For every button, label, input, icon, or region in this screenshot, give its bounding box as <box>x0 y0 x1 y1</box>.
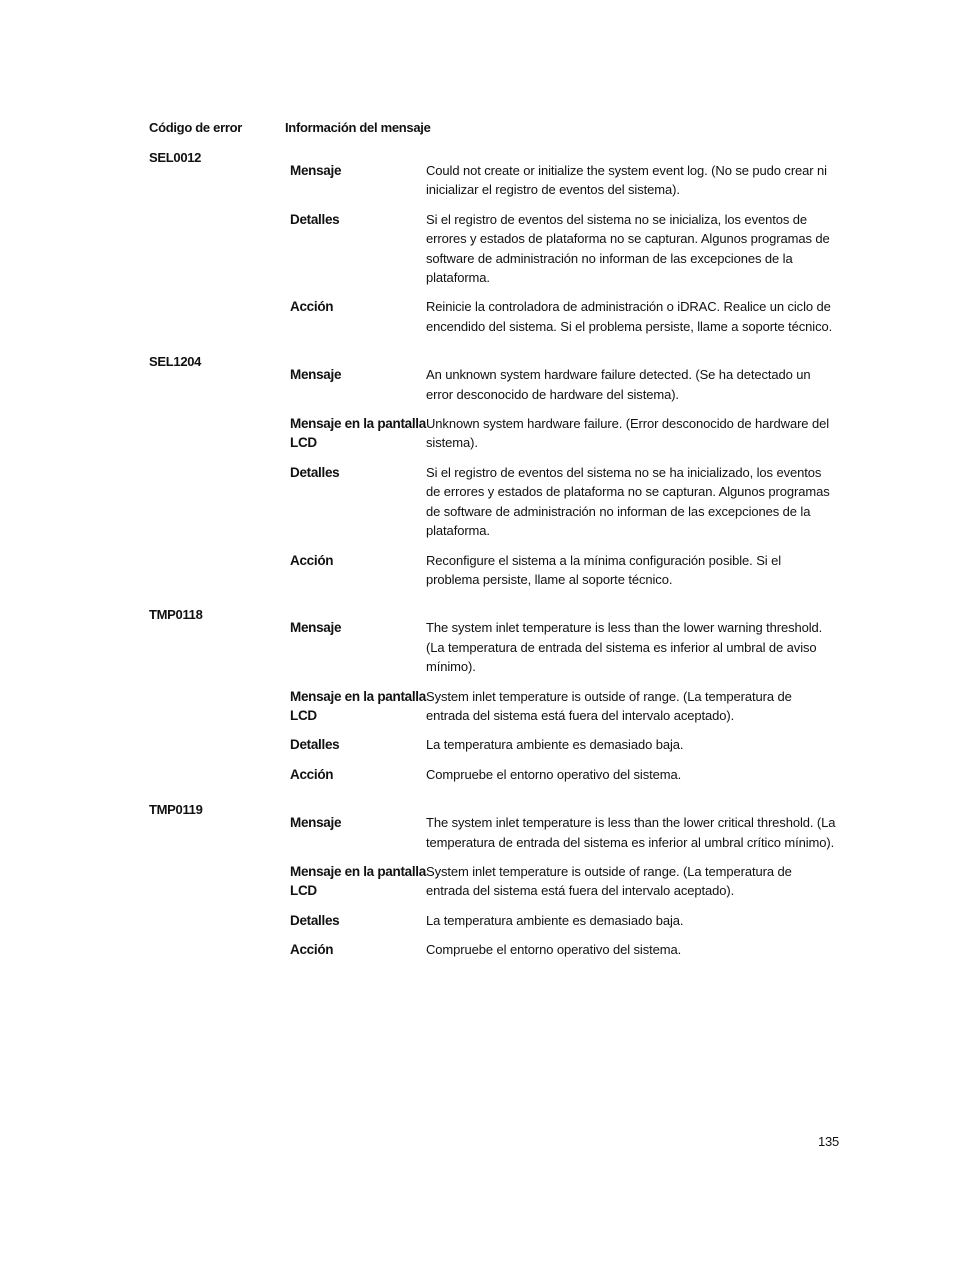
row-text: An unknown system hardware failure detected. (Se ha detectado un error desconocido de hardware del sistema). <box>426 367 811 402</box>
entry-rows <box>290 150 839 336</box>
error-code: TMP0119 <box>149 802 203 818</box>
row-label: Acción <box>290 299 334 315</box>
row-text: The system inlet temperature is less than the lower critical threshold. (La temperatura de entrada del sistema es inferior al umbral crítico mínimo). <box>426 815 836 850</box>
entry-row <box>290 765 839 784</box>
error-code: TMP0118 <box>149 607 203 623</box>
error-code: SEL1204 <box>149 354 202 370</box>
row-label: Mensaje en la pantalla LCD <box>290 416 426 451</box>
row-text: Compruebe el entorno operativo del sistema. <box>426 942 682 958</box>
error-entry <box>149 607 839 784</box>
entry-row <box>290 618 839 676</box>
row-label: Mensaje en la pantalla LCD <box>290 863 426 899</box>
entry-row <box>290 297 839 336</box>
row-text: Si el registro de eventos del sistema no se inicializa, los eventos de errores y estados de plataforma no se capturan. Algunos programas de software de administración no informan de las excepciones de la plataforma. <box>426 211 830 286</box>
row-text: Reinicie la controladora de administración o iDRAC. Realice un ciclo de encendido del sistema. Si el problema persiste, llame a soporte técnico. <box>426 299 833 334</box>
row-text: System inlet temperature is outside of range. (La temperatura de entrada del sistema está fuera del intervalo aceptado). <box>426 688 792 723</box>
error-entries <box>149 150 839 978</box>
entry-row <box>290 940 839 959</box>
entry-row <box>290 161 839 200</box>
row-label: Acción <box>290 552 334 568</box>
row-label: Mensaje <box>290 163 342 178</box>
header-message-info: Información del mensaje <box>285 120 431 135</box>
error-entry <box>149 802 839 959</box>
entry-row <box>290 813 839 852</box>
entry-rows <box>290 607 839 784</box>
entry-row <box>290 862 839 901</box>
row-text: The system inlet temperature is less than the lower warning threshold. (La temperatura de entrada del sistema es inferior al umbral de aviso mínimo). <box>426 620 823 675</box>
error-code: SEL0012 <box>149 150 202 165</box>
row-text: Unknown system hardware failure. (Error desconocido de hardware del sistema). <box>426 416 829 451</box>
table-header <box>149 120 839 140</box>
row-text: Compruebe el entorno operativo del sistema. <box>426 766 682 782</box>
entry-row <box>290 735 839 754</box>
row-text: La temperatura ambiente es demasiado baja. <box>426 912 684 928</box>
entry-row <box>290 210 839 288</box>
row-text: System inlet temperature is outside of range. (La temperatura de entrada del sistema está fuera del intervalo aceptado). <box>426 863 792 899</box>
row-text: Reconfigure el sistema a la mínima configuración posible. Si el problema persiste, llame al soporte técnico. <box>426 552 781 587</box>
row-label: Acción <box>290 942 334 958</box>
row-text: Could not create or initialize the system event log. (No se pudo crear ni inicializar el registro de eventos del sistema). <box>426 163 827 198</box>
entry-rows <box>290 802 839 959</box>
error-entry <box>149 150 839 336</box>
row-label: Mensaje <box>290 815 342 831</box>
row-label: Detalles <box>290 464 340 480</box>
page-number: 135 <box>818 1134 840 1149</box>
entry-rows <box>290 354 839 589</box>
header-error-code: Código de error <box>149 120 243 135</box>
row-text: La temperatura ambiente es demasiado baja. <box>426 737 684 753</box>
error-entry <box>149 354 839 589</box>
row-label: Mensaje <box>290 620 342 636</box>
entry-row <box>290 551 839 590</box>
row-label: Detalles <box>290 211 340 227</box>
row-label: Acción <box>290 766 334 782</box>
entry-row <box>290 365 839 404</box>
row-text: Si el registro de eventos del sistema no se ha inicializado, los eventos de errores y estados de plataforma no se capturan. Algunos programas de software de administración no informan de las excepciones de la plataforma. <box>426 464 830 539</box>
row-label: Detalles <box>290 737 340 753</box>
row-label: Mensaje en la pantalla LCD <box>290 688 426 723</box>
row-label: Detalles <box>290 912 340 928</box>
entry-row <box>290 414 839 453</box>
entry-row <box>290 463 839 541</box>
row-label: Mensaje <box>290 367 342 383</box>
entry-row <box>290 911 839 930</box>
entry-row <box>290 687 839 726</box>
